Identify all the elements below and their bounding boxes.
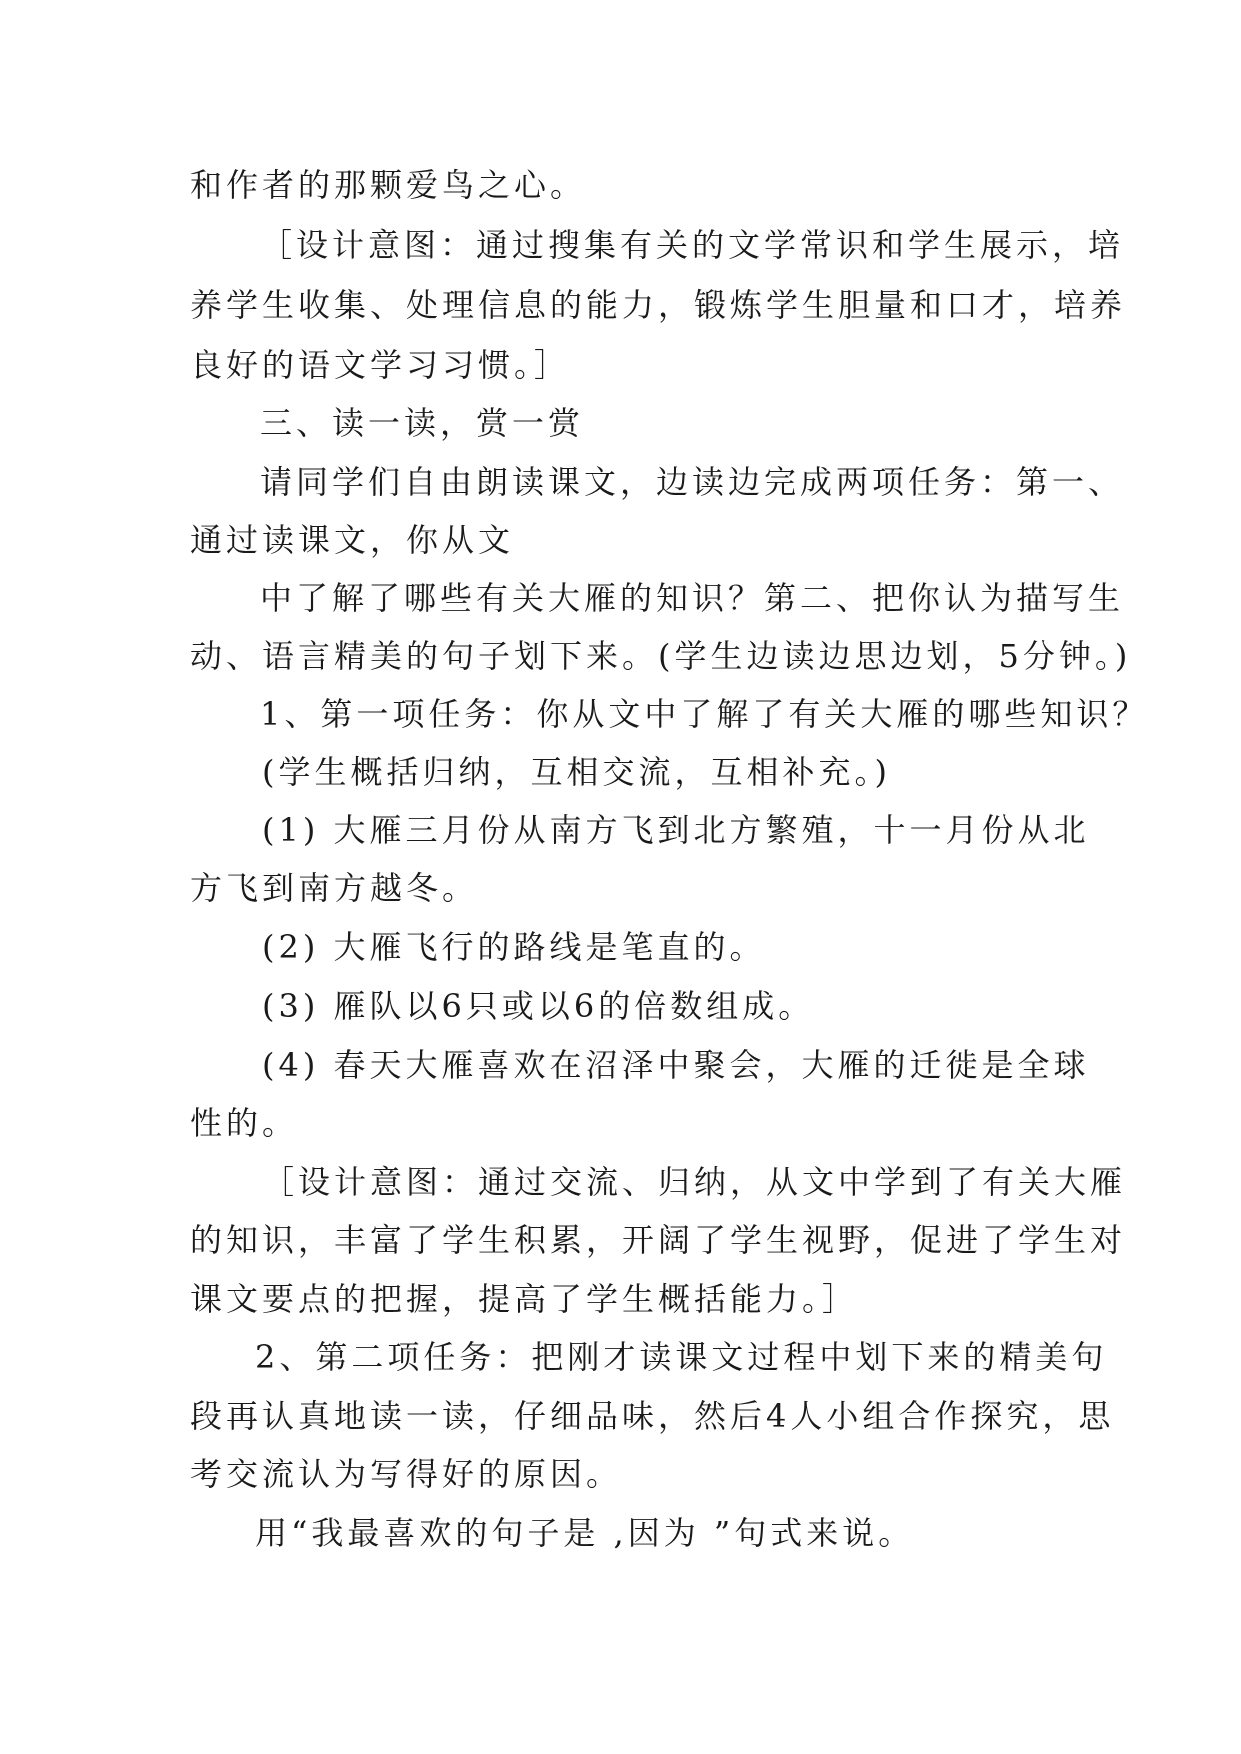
section-heading: 三、读一读，赏一赏 bbox=[260, 404, 585, 442]
text-line: (学生概括归纳，互相交流，互相补充。) bbox=[262, 753, 891, 791]
list-item: (3) 雁队以6只或以6的倍数组成。 bbox=[262, 987, 815, 1025]
text-line: 方飞到南方越冬。 bbox=[190, 869, 479, 907]
text-line: 通过读课文，你从文 bbox=[190, 521, 515, 559]
text-line: 用“我最喜欢的句子是 ,因为 ”句式来说。 bbox=[255, 1514, 915, 1552]
text-line: 动、语言精美的句子划下来。(学生边读边思边划，5分钟。) bbox=[190, 637, 1132, 675]
text-line: 和作者的那颗爱鸟之心。 bbox=[190, 166, 587, 204]
task-one-heading: 1、第一项任务：你从文中了解了有关大雁的哪些知识？ bbox=[260, 695, 1149, 733]
text-line: 的知识，丰富了学生积累，开阔了学生视野，促进了学生对 bbox=[190, 1221, 1127, 1259]
text-line: 课文要点的把握，提高了学生概括能力。］ bbox=[190, 1280, 859, 1318]
list-item: (2) 大雁飞行的路线是笔直的。 bbox=[262, 928, 766, 966]
text-line: 性的。 bbox=[190, 1104, 299, 1142]
list-item: (1) 大雁三月份从南方飞到北方繁殖，十一月份从北 bbox=[262, 811, 1090, 849]
text-line: 段再认真地读一读，仔细品味，然后4人小组合作探究，思 bbox=[190, 1397, 1115, 1435]
text-line: 养学生收集、处理信息的能力，锻炼学生胆量和口才，培养 bbox=[190, 286, 1127, 324]
design-intent-paragraph-line: ［设计意图：通过搜集有关的文学常识和学生展示，培 bbox=[260, 226, 1125, 264]
task-two-heading: 2、第二项任务：把刚才读课文过程中划下来的精美句 bbox=[255, 1338, 1108, 1376]
text-line: 中了解了哪些有关大雁的知识？第二、把你认为描写生 bbox=[260, 579, 1125, 617]
design-intent-paragraph-line: ［设计意图：通过交流、归纳，从文中学到了有关大雁 bbox=[262, 1163, 1127, 1201]
text-line: 良好的语文学习习惯。］ bbox=[190, 346, 571, 384]
text-line: 考交流认为写得好的原因。 bbox=[190, 1455, 623, 1493]
list-item: (4) 春天大雁喜欢在沼泽中聚会，大雁的迁徙是全球 bbox=[262, 1046, 1090, 1084]
text-line: 请同学们自由朗读课文，边读边完成两项任务：第一、 bbox=[260, 463, 1125, 501]
